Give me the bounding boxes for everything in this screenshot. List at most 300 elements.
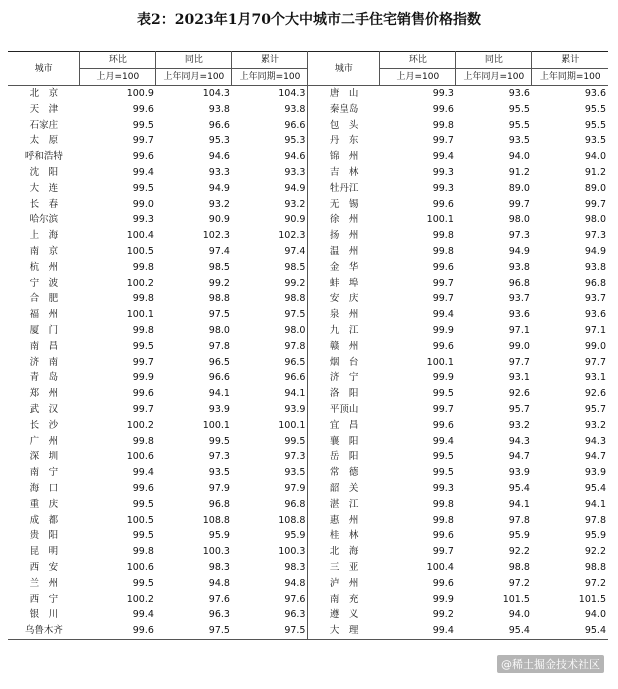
cum-cell-right: 94.1 (584, 498, 606, 510)
cum-cell-right: 92.6 (584, 388, 606, 400)
mom-cell-right: 99.8 (432, 119, 454, 131)
cum-cell-right: 101.5 (578, 593, 606, 605)
yoy-cell-left: 97.8 (208, 340, 230, 352)
yoy-cell-right: 97.1 (508, 324, 530, 336)
table-row (8, 434, 608, 450)
cum-cell-left: 97.5 (232, 623, 308, 639)
yoy-cell-right: 95.4 (456, 623, 532, 639)
yoy-cell-left: 98.8 (208, 293, 230, 305)
mom-cell-right: 99.3 (432, 182, 454, 194)
yoy-cell-right: 94.0 (508, 609, 530, 621)
yoy-cell-left: 97.5 (208, 309, 230, 321)
cum-cell-right: 95.7 (584, 403, 606, 415)
city-cell-left: 郑 州 (29, 388, 59, 400)
yoy-cell-left: 95.9 (208, 530, 230, 542)
cum-cell-left: 96.5 (232, 355, 308, 371)
yoy-cell-left: 93.5 (208, 467, 230, 479)
city-cell-right: 九 江 (329, 324, 359, 336)
mom-cell-right: 99.9 (432, 593, 454, 605)
mom-subheader-right: 上月=100 (380, 69, 456, 86)
mom-cell-right: 99.3 (432, 88, 454, 99)
city-cell-right: 宜 昌 (329, 419, 359, 431)
mom-cell-right: 99.5 (432, 467, 454, 479)
mom-cell-left: 99.6 (132, 151, 154, 163)
city-cell-left: 西 安 (29, 561, 59, 573)
cum-cell-right: 94.0 (584, 151, 606, 163)
cum-cell-right: 97.8 (584, 514, 606, 526)
table-row (8, 291, 608, 307)
yoy-cell-left: 97.3 (208, 451, 230, 463)
cum-cell-right: 99.7 (584, 198, 606, 210)
mom-cell-left: 100.4 (126, 230, 154, 242)
city-cell-left: 太 原 (29, 135, 59, 147)
yoy-cell-left: 96.5 (208, 356, 230, 368)
city-cell-right: 唐 山 (329, 88, 359, 99)
cum-cell-left: 96.6 (232, 118, 308, 134)
yoy-cell-right: 98.8 (508, 561, 530, 573)
cum-cell-left: 99.2 (232, 276, 308, 292)
cum-cell-right: 98.8 (584, 561, 606, 573)
cum-cell-left: 98.5 (232, 260, 308, 276)
yoy-cell-right: 93.2 (508, 419, 530, 431)
table-row (8, 212, 608, 228)
mom-cell-right: 99.5 (432, 451, 454, 463)
mom-cell-right: 99.5 (432, 388, 454, 400)
table-row (8, 86, 608, 102)
table-row (8, 165, 608, 181)
mom-cell-left: 99.5 (132, 577, 154, 589)
city-cell-left: 银 川 (29, 609, 59, 621)
city-cell-right: 遵 义 (329, 609, 359, 621)
mom-cell-left: 99.8 (132, 324, 154, 336)
city-cell-right: 韶 关 (329, 482, 359, 494)
mom-cell-left: 99.4 (132, 609, 154, 621)
mom-cell-right: 99.4 (432, 309, 454, 321)
yoy-cell-right: 96.8 (508, 277, 530, 289)
table-row (8, 623, 608, 639)
cum-cell-left: 97.5 (232, 307, 308, 323)
cum-cell-right: 92.2 (584, 546, 606, 558)
city-cell-left: 沈 阳 (29, 166, 59, 178)
city-cell-left: 石家庄 (29, 119, 59, 131)
mom-cell-left: 100.6 (126, 561, 154, 573)
yoy-cell-left: 108.8 (202, 514, 230, 526)
mom-cell-left: 99.7 (132, 356, 154, 368)
yoy-cell-left: 93.9 (208, 403, 230, 415)
cum-cell-right: 97.7 (584, 356, 606, 368)
city-cell-left: 广 州 (29, 435, 59, 447)
table-row (8, 497, 608, 513)
city-cell-left: 天 津 (29, 103, 59, 115)
cum-cell-right: 95.5 (584, 119, 606, 131)
cum-cell-right: 93.7 (584, 293, 606, 305)
city-cell-left: 深 圳 (29, 451, 59, 463)
mom-cell-left: 100.2 (126, 593, 154, 605)
yoy-cell-left: 93.3 (208, 166, 230, 178)
yoy-cell-left: 90.9 (208, 214, 230, 226)
mom-cell-right: 99.4 (432, 435, 454, 447)
cum-cell-left: 96.3 (232, 607, 308, 623)
yoy-cell-right: 93.6 (508, 88, 530, 99)
city-cell-left: 哈尔滨 (29, 214, 59, 226)
mom-cell-left: 99.6 (132, 388, 154, 400)
city-cell-left: 长 春 (29, 198, 59, 210)
mom-cell-left: 99.5 (132, 182, 154, 194)
mom-cell-right: 99.8 (432, 245, 454, 257)
mom-cell-right: 99.7 (432, 293, 454, 305)
city-header-left: 城市 (8, 52, 80, 86)
yoy-cell-left: 96.6 (208, 119, 230, 131)
city-cell-right: 济 宁 (329, 372, 359, 384)
city-cell-right: 吉 林 (329, 166, 359, 178)
table-row (8, 181, 608, 197)
table-row (8, 465, 608, 481)
city-cell-left: 长 沙 (29, 419, 59, 431)
city-cell-right: 襄 阳 (329, 435, 359, 447)
cum-cell-left: 97.9 (232, 481, 308, 497)
table-row (8, 370, 608, 386)
city-cell-right: 泸 州 (329, 577, 359, 589)
cum-cell-right: 93.5 (584, 135, 606, 147)
mom-cell-right: 99.9 (432, 324, 454, 336)
mom-cell-right: 99.6 (432, 419, 454, 431)
watermark: @稀土掘金技术社区 (497, 655, 604, 673)
mom-subheader-left: 上月=100 (80, 69, 156, 86)
mom-cell-right: 100.1 (426, 356, 454, 368)
city-cell-left: 杭 州 (29, 261, 59, 273)
table-row (8, 528, 608, 544)
table-row (8, 276, 608, 292)
city-cell-right: 赣 州 (329, 340, 359, 352)
city-cell-left: 乌鲁木齐 (8, 623, 80, 639)
cum-cell-right: 93.1 (584, 372, 606, 384)
table-row (8, 513, 608, 529)
mom-cell-left: 100.5 (126, 514, 154, 526)
cum-cell-right: 95.9 (584, 530, 606, 542)
mom-cell-right: 99.4 (432, 151, 454, 163)
mom-cell-left: 100.2 (126, 277, 154, 289)
yoy-cell-right: 93.6 (508, 309, 530, 321)
table-row (8, 560, 608, 576)
mom-cell-left: 99.8 (132, 546, 154, 558)
city-cell-left: 合 肥 (29, 293, 59, 305)
cum-cell-left: 93.9 (232, 402, 308, 418)
mom-cell-right: 99.9 (432, 372, 454, 384)
cum-cell-left: 95.9 (232, 528, 308, 544)
yoy-cell-right: 93.7 (508, 293, 530, 305)
mom-cell-right: 99.6 (432, 530, 454, 542)
cum-header-left: 累计 (232, 52, 308, 69)
cum-cell-right: 93.8 (584, 261, 606, 273)
yoy-cell-left: 98.0 (208, 324, 230, 336)
cum-cell-right: 98.0 (584, 214, 606, 226)
yoy-cell-left: 94.8 (208, 577, 230, 589)
cum-cell-left: 102.3 (232, 228, 308, 244)
table-row (8, 228, 608, 244)
city-cell-left: 兰 州 (29, 577, 59, 589)
mom-cell-left: 99.8 (132, 261, 154, 273)
yoy-cell-left: 99.5 (208, 435, 230, 447)
mom-cell-right: 99.7 (432, 135, 454, 147)
city-cell-right: 常 德 (329, 467, 359, 479)
table-row (8, 118, 608, 134)
table-row (8, 607, 608, 623)
table-row (8, 149, 608, 165)
mom-header-left: 环比 (80, 52, 156, 69)
city-cell-right: 泉 州 (329, 309, 359, 321)
city-cell-right: 大 理 (308, 623, 380, 639)
mom-cell-left: 100.9 (126, 88, 154, 99)
yoy-cell-right: 92.2 (508, 546, 530, 558)
mom-cell-right: 99.2 (432, 609, 454, 621)
mom-cell-right: 99.8 (432, 514, 454, 526)
city-cell-right: 桂 林 (329, 530, 359, 542)
city-cell-right: 扬 州 (329, 230, 359, 242)
mom-cell-left: 99.8 (132, 435, 154, 447)
yoy-cell-right: 97.7 (508, 356, 530, 368)
yoy-cell-left: 94.6 (208, 151, 230, 163)
mom-cell-right: 100.4 (426, 561, 454, 573)
table-row (8, 402, 608, 418)
yoy-cell-left: 97.6 (208, 593, 230, 605)
city-cell-left: 南 昌 (29, 340, 59, 352)
cum-cell-left: 104.3 (232, 86, 308, 102)
cum-cell-left: 90.9 (232, 212, 308, 228)
city-cell-left: 昆 明 (29, 546, 59, 558)
yoy-cell-left: 97.4 (208, 245, 230, 257)
city-cell-left: 宁 波 (29, 277, 59, 289)
cum-cell-left: 97.3 (232, 449, 308, 465)
city-cell-right: 包 头 (329, 119, 359, 131)
table-row (8, 544, 608, 560)
yoy-cell-right: 95.5 (508, 103, 530, 115)
yoy-cell-left: 100.3 (202, 546, 230, 558)
city-cell-left: 青 岛 (29, 372, 59, 384)
city-cell-right: 丹 东 (329, 135, 359, 147)
table-row (8, 418, 608, 434)
cum-cell-left: 95.3 (232, 133, 308, 149)
yoy-cell-right: 97.2 (508, 577, 530, 589)
cum-cell-left: 93.8 (232, 102, 308, 118)
mom-cell-left: 99.5 (132, 530, 154, 542)
yoy-header-left: 同比 (156, 52, 232, 69)
cum-cell-left: 100.1 (232, 418, 308, 434)
yoy-cell-left: 94.1 (208, 388, 230, 400)
table-row (8, 244, 608, 260)
cum-cell-right: 93.2 (584, 419, 606, 431)
yoy-cell-left: 95.3 (208, 135, 230, 147)
cum-cell-left: 97.8 (232, 339, 308, 355)
city-cell-right: 秦皇岛 (329, 103, 359, 115)
city-cell-left: 贵 阳 (29, 530, 59, 542)
yoy-cell-right: 99.7 (508, 198, 530, 210)
cum-cell-right: 91.2 (584, 166, 606, 178)
yoy-cell-right: 97.8 (508, 514, 530, 526)
yoy-subheader-right: 上年同月=100 (456, 69, 532, 86)
mom-cell-right: 99.7 (432, 546, 454, 558)
city-cell-right: 金 华 (329, 261, 359, 273)
cum-cell-right: 97.3 (584, 230, 606, 242)
city-cell-left: 济 南 (29, 356, 59, 368)
yoy-cell-left: 98.3 (208, 561, 230, 573)
table-row (8, 323, 608, 339)
yoy-cell-right: 91.2 (508, 166, 530, 178)
mom-cell-left: 99.6 (132, 482, 154, 494)
city-cell-left: 呼和浩特 (24, 151, 63, 163)
yoy-cell-right: 93.5 (508, 135, 530, 147)
cum-cell-right: 97.1 (584, 324, 606, 336)
city-cell-left: 西 宁 (29, 593, 59, 605)
mom-cell-left: 100.2 (126, 419, 154, 431)
yoy-cell-left: 96.6 (208, 372, 230, 384)
yoy-cell-right: 94.3 (508, 435, 530, 447)
yoy-cell-left: 97.5 (156, 623, 232, 639)
yoy-cell-right: 92.6 (508, 388, 530, 400)
table-row (8, 449, 608, 465)
cum-cell-left: 108.8 (232, 513, 308, 529)
mom-cell-left: 100.1 (126, 309, 154, 321)
mom-cell-left: 100.5 (126, 245, 154, 257)
cum-cell-left: 94.1 (232, 386, 308, 402)
cum-subheader-right: 上年同期=100 (532, 69, 608, 86)
cum-cell-left: 96.8 (232, 497, 308, 513)
city-cell-left: 海 口 (29, 482, 59, 494)
mom-cell-right: 99.6 (432, 340, 454, 352)
yoy-cell-left: 98.5 (208, 261, 230, 273)
city-cell-right: 锦 州 (329, 151, 359, 163)
cum-cell-left: 100.3 (232, 544, 308, 560)
cum-cell-left: 96.6 (232, 370, 308, 386)
cum-header-right: 累计 (532, 52, 608, 69)
table-row (8, 133, 608, 149)
cum-cell-right: 89.0 (584, 182, 606, 194)
cum-cell-right: 96.8 (584, 277, 606, 289)
mom-cell-left: 99.3 (132, 214, 154, 226)
mom-cell-left: 99.4 (132, 467, 154, 479)
mom-cell-left: 99.0 (132, 198, 154, 210)
cum-subheader-left: 上年同期=100 (232, 69, 308, 86)
yoy-cell-left: 96.3 (208, 609, 230, 621)
mom-cell-right: 99.3 (432, 482, 454, 494)
table-row (8, 102, 608, 118)
table-row (8, 576, 608, 592)
mom-cell-left: 99.6 (132, 103, 154, 115)
city-cell-right: 平顶山 (329, 403, 359, 415)
mom-cell-left: 99.5 (132, 119, 154, 131)
city-cell-right: 蚌 埠 (329, 277, 359, 289)
cum-cell-left: 98.0 (232, 323, 308, 339)
mom-cell-right: 99.6 (432, 577, 454, 589)
yoy-cell-left: 102.3 (202, 230, 230, 242)
table-row (8, 260, 608, 276)
yoy-cell-left: 94.9 (208, 182, 230, 194)
yoy-cell-left: 96.8 (208, 498, 230, 510)
city-cell-right: 湛 江 (329, 498, 359, 510)
yoy-cell-right: 94.7 (508, 451, 530, 463)
table-row (8, 355, 608, 371)
yoy-cell-right: 97.3 (508, 230, 530, 242)
mom-cell-right: 99.8 (432, 230, 454, 242)
city-cell-right: 无 锡 (329, 198, 359, 210)
city-cell-right: 徐 州 (329, 214, 359, 226)
city-cell-right: 惠 州 (329, 514, 359, 526)
table-title: 表2：2023年1月70个大中城市二手住宅销售价格指数 (137, 12, 481, 28)
city-cell-right: 南 充 (329, 593, 359, 605)
yoy-cell-right: 93.8 (508, 261, 530, 273)
mom-cell-right: 99.6 (432, 261, 454, 273)
cum-cell-right: 94.3 (584, 435, 606, 447)
city-cell-right: 牡丹江 (329, 182, 359, 194)
cum-cell-right: 94.0 (584, 609, 606, 621)
mom-cell-left: 99.7 (132, 135, 154, 147)
yoy-cell-right: 98.0 (508, 214, 530, 226)
cum-cell-right: 94.7 (584, 451, 606, 463)
table-row (8, 481, 608, 497)
cum-cell-left: 93.3 (232, 165, 308, 181)
cum-cell-right: 95.5 (584, 103, 606, 115)
mom-cell-right: 99.4 (380, 623, 456, 639)
mom-cell-left: 99.8 (132, 293, 154, 305)
city-cell-left: 南 京 (29, 245, 59, 257)
city-cell-left: 重 庆 (29, 498, 59, 510)
mom-cell-left: 100.6 (126, 451, 154, 463)
city-header-right: 城市 (308, 52, 380, 86)
city-cell-left: 上 海 (29, 230, 59, 242)
cum-cell-left: 94.8 (232, 576, 308, 592)
table-row (8, 197, 608, 213)
cum-cell-left: 98.8 (232, 291, 308, 307)
cum-cell-left: 98.3 (232, 560, 308, 576)
mom-header-right: 环比 (380, 52, 456, 69)
yoy-cell-right: 93.9 (508, 467, 530, 479)
mom-cell-right: 99.6 (432, 198, 454, 210)
yoy-cell-right: 93.1 (508, 372, 530, 384)
cum-cell-right: 93.9 (584, 467, 606, 479)
yoy-cell-right: 95.5 (508, 119, 530, 131)
city-cell-right: 三 亚 (329, 561, 359, 573)
price-index-table (8, 51, 608, 640)
cum-cell-right: 93.6 (584, 88, 606, 99)
yoy-cell-left: 104.3 (202, 88, 230, 99)
mom-cell-right: 99.6 (432, 103, 454, 115)
mom-cell-left: 99.5 (132, 340, 154, 352)
city-cell-right: 岳 阳 (329, 451, 359, 463)
cum-cell-right: 99.0 (584, 340, 606, 352)
cum-cell-left: 97.4 (232, 244, 308, 260)
cum-cell-left: 93.2 (232, 197, 308, 213)
mom-cell-right: 99.3 (432, 166, 454, 178)
mom-cell-right: 99.8 (432, 498, 454, 510)
cum-cell-right: 95.4 (532, 623, 608, 639)
city-cell-left: 成 都 (29, 514, 59, 526)
cum-cell-right: 93.6 (584, 309, 606, 321)
yoy-cell-right: 99.0 (508, 340, 530, 352)
city-cell-left: 厦 门 (29, 324, 59, 336)
city-cell-right: 洛 阳 (329, 388, 359, 400)
yoy-cell-left: 93.2 (208, 198, 230, 210)
cum-cell-left: 94.6 (232, 149, 308, 165)
yoy-cell-right: 94.0 (508, 151, 530, 163)
table-row (8, 339, 608, 355)
city-cell-right: 烟 台 (329, 356, 359, 368)
city-cell-right: 安 庆 (329, 293, 359, 305)
yoy-cell-right: 95.9 (508, 530, 530, 542)
cum-cell-left: 94.9 (232, 181, 308, 197)
yoy-cell-right: 95.7 (508, 403, 530, 415)
mom-cell-right: 99.7 (432, 403, 454, 415)
city-cell-right: 北 海 (329, 546, 359, 558)
yoy-cell-right: 94.9 (508, 245, 530, 257)
